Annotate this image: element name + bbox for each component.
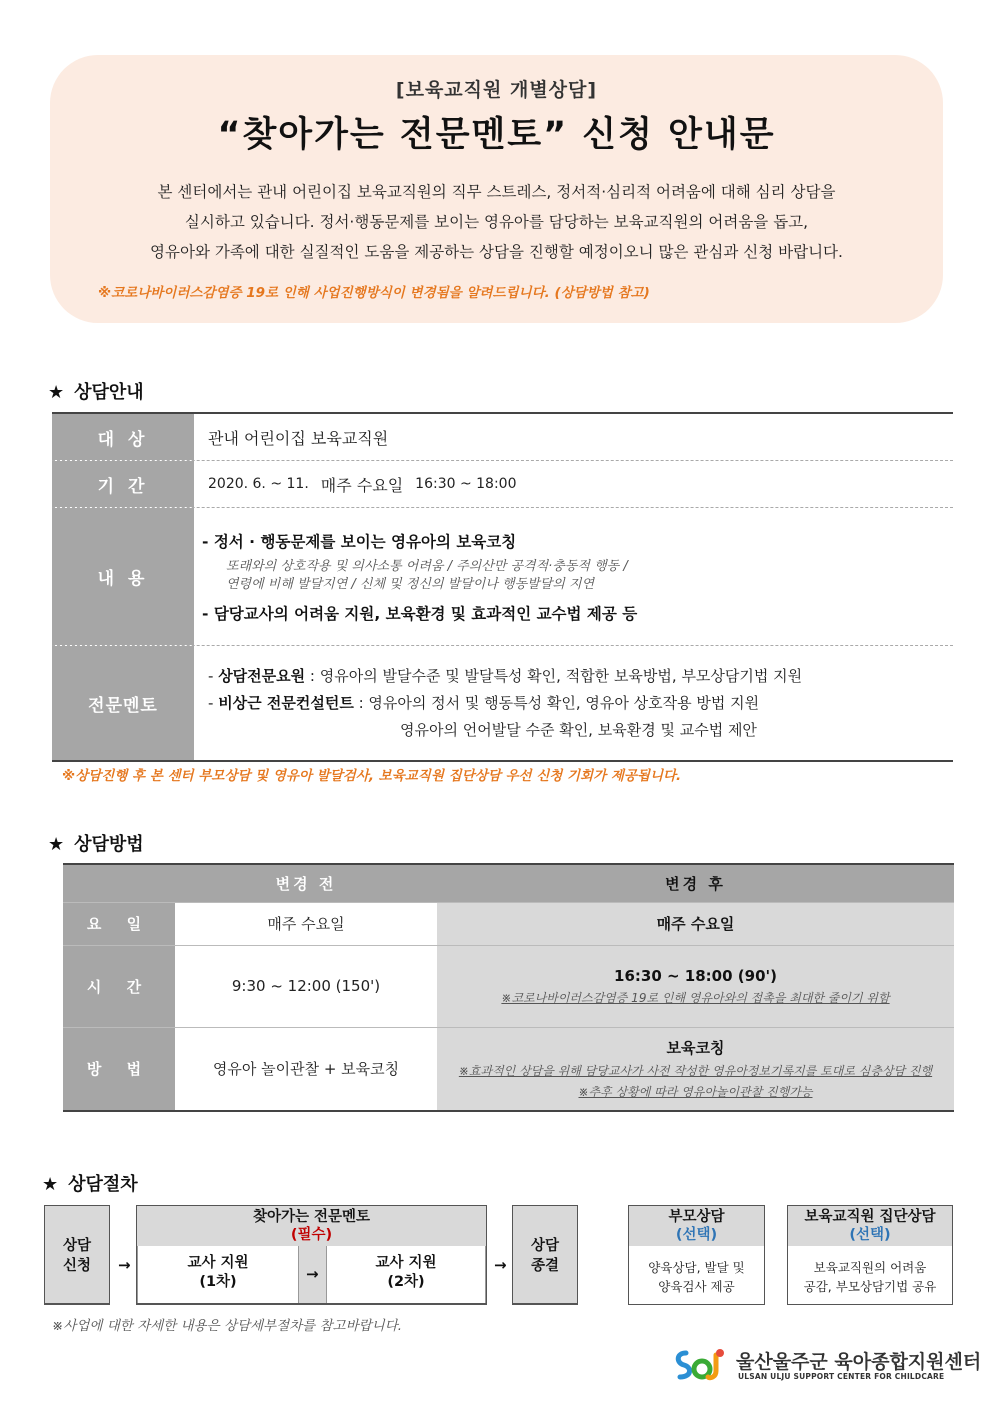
intro-line: 실시하고 있습니다. 정서·행동문제를 보이는 영유아를 담당하는 보육교직원의 어려움을 돕고, bbox=[184, 213, 809, 231]
content-item-1-sub-1: 또래와의 상호작용 및 의사소통 어려움 / 주의산만 공격적·충동적 행동 / bbox=[226, 558, 628, 574]
page-title: “찾아가는 전문멘토” 신청 안내문 bbox=[217, 115, 776, 155]
way-label: 방 법 bbox=[63, 1027, 175, 1111]
covid-notice: ※코로나바이러스감염증 19로 인해 사업진행방식이 변경됨을 알려드립니다. (상담방법 참고) bbox=[98, 285, 650, 301]
mentor-2-title: 비상근 전문컨설턴트 bbox=[218, 693, 354, 712]
group-desc-2: 공감, 부모상담기법 공유 bbox=[803, 1279, 937, 1294]
parent-desc bbox=[629, 1246, 764, 1304]
section-method-title bbox=[48, 830, 144, 856]
way-after bbox=[437, 1027, 954, 1111]
row-period bbox=[52, 461, 953, 508]
group-desc-1: 보육교직원의 어려움 bbox=[813, 1260, 927, 1275]
mentor-2-desc: : 영유아의 정서 및 행동특성 확인, 영유아 상호작용 방법 지원 bbox=[358, 693, 760, 712]
logo-mark-icon bbox=[672, 1345, 732, 1385]
content-value bbox=[194, 508, 953, 645]
target-text: 관내 어린이집 보육교직원 bbox=[208, 428, 389, 448]
content-item-2: - 담당교사의 어려움 지원, 보육환경 및 효과적인 교수법 제공 등 bbox=[202, 604, 638, 623]
mentor-label: 전문멘토 bbox=[52, 646, 194, 760]
guide-table bbox=[52, 412, 953, 762]
step-end: 상담 종결 bbox=[512, 1205, 578, 1305]
group-desc bbox=[788, 1246, 952, 1304]
period-day: 매주 수요일 bbox=[320, 475, 404, 495]
arrow-icon: → bbox=[306, 1265, 319, 1283]
parent-desc-2: 양육검사 제공 bbox=[658, 1279, 735, 1294]
way-after-value: 보육코칭 bbox=[666, 1039, 725, 1058]
time-after-value: 16:30 ~ 18:00 (90') bbox=[614, 966, 777, 985]
mentor-1-desc: : 영유아의 발달수준 및 발달특성 확인, 적합한 보육방법, 부모상담기법 지원 bbox=[309, 666, 803, 685]
procedure-note: ※사업에 대한 자세한 내용은 상담세부절차를 참고바랍니다. bbox=[52, 1318, 403, 1334]
way-after-note-1: ※효과적인 상담을 위해 담당교사가 사전 작성한 영유아정보기록지를 토대로 심층상담 진행 bbox=[458, 1064, 933, 1079]
section-guide-title bbox=[48, 378, 144, 404]
period-line bbox=[208, 473, 953, 496]
mentor-required: (필수) bbox=[290, 1227, 333, 1243]
group-title: 보육교직원 집단상담 bbox=[804, 1209, 936, 1225]
option-group bbox=[787, 1205, 953, 1305]
parent-head bbox=[629, 1206, 764, 1246]
way-after-note-2: ※추후 상황에 따라 영유아놀이관찰 진행가능 bbox=[578, 1085, 813, 1100]
content-label: 내 용 bbox=[52, 508, 194, 645]
step-visit-2 bbox=[326, 1246, 486, 1303]
section-procedure-title bbox=[42, 1170, 138, 1196]
time-label: 시 간 bbox=[63, 945, 175, 1027]
group-head bbox=[788, 1206, 952, 1246]
period-time: 16:30 ~ 18:00 bbox=[415, 476, 517, 492]
parent-title: 부모상담 bbox=[668, 1209, 725, 1225]
row-mentor bbox=[52, 646, 953, 760]
period-label: 기 간 bbox=[52, 461, 194, 507]
mentor-2: - 비상근 전문컨설턴트 : 영유아의 정서 및 행동특성 확인, 영유아 상호작용 방법 지원 bbox=[208, 693, 760, 712]
mentor-1: - 상담전문요원 : 영유아의 발달수준 및 발달특성 확인, 적합한 보육방법, 부모상담기법 지원 bbox=[208, 666, 803, 685]
star-icon: ★ bbox=[48, 382, 65, 403]
head-before: 변경 전 bbox=[175, 864, 437, 902]
time-before: 9:30 ~ 12:00 (150') bbox=[175, 945, 437, 1027]
intro-text bbox=[80, 177, 913, 267]
row-content bbox=[52, 508, 953, 646]
parent-desc-1: 양육상담, 발달 및 bbox=[648, 1260, 745, 1275]
target-label: 대 상 bbox=[52, 414, 194, 460]
visit-1-label: 교사 지원 bbox=[187, 1255, 249, 1271]
visit-1-order: (1차) bbox=[199, 1274, 237, 1290]
arrow-icon: → bbox=[118, 1256, 131, 1274]
banner-subtitle: [보육교직원 개별상담] bbox=[395, 79, 598, 101]
logo-name: 울산울주군 육아종합지원센터 bbox=[736, 1351, 982, 1373]
option-parent bbox=[628, 1205, 765, 1305]
time-after bbox=[437, 945, 954, 1027]
row-target bbox=[52, 414, 953, 461]
method-corner bbox=[63, 864, 175, 902]
method-row-way bbox=[63, 1027, 954, 1111]
period-value bbox=[194, 461, 953, 507]
method-table bbox=[63, 863, 954, 1112]
center-logo bbox=[672, 1345, 982, 1385]
section-method-label: 상담방법 bbox=[74, 834, 144, 855]
star-icon: ★ bbox=[48, 834, 65, 855]
method-header-row bbox=[63, 864, 954, 902]
day-after: 매주 수요일 bbox=[437, 902, 954, 945]
mentor-1-title: 상담전문요원 bbox=[218, 666, 306, 685]
star-icon: ★ bbox=[42, 1174, 59, 1195]
time-after-note: ※코로나바이러스감염증 19로 인해 영유아와의 접촉을 최대한 줄이기 위함 bbox=[501, 990, 890, 1005]
period-date: 2020. 6. ~ 11. bbox=[208, 476, 309, 492]
mentor-value bbox=[194, 646, 953, 760]
step-visit-1 bbox=[137, 1246, 299, 1303]
way-before: 영유아 놀이관찰 + 보육코칭 bbox=[175, 1027, 437, 1111]
target-value bbox=[194, 414, 953, 460]
intro-banner bbox=[50, 55, 943, 323]
parent-optional: (선택) bbox=[675, 1227, 718, 1243]
mentor-2-desc-2: 영유아의 언어발달 수준 확인, 보육환경 및 교수법 제안 bbox=[400, 720, 757, 739]
head-after: 변경 후 bbox=[437, 864, 954, 902]
arrow-icon: → bbox=[494, 1256, 507, 1274]
method-row-time bbox=[63, 945, 954, 1027]
mentor-title: 찾아가는 전문멘토 bbox=[252, 1209, 371, 1225]
section-procedure-label: 상담절차 bbox=[68, 1174, 138, 1195]
section-guide-label: 상담안내 bbox=[74, 382, 144, 403]
content-item-1-sub-2: 연령에 비해 발달지연 / 신체 및 정신의 발달이나 행동발달의 지연 bbox=[226, 576, 595, 592]
logo-english: ULSAN ULJU SUPPORT CENTER FOR CHILDCARE bbox=[738, 1372, 945, 1381]
step-apply: 상담 신청 bbox=[44, 1205, 110, 1305]
method-row-day bbox=[63, 902, 954, 945]
group-optional: (선택) bbox=[849, 1227, 891, 1243]
visit-2-order: (2차) bbox=[387, 1274, 425, 1290]
day-label: 요 일 bbox=[63, 902, 175, 945]
intro-line: 본 센터에서는 관내 어린이집 보육교직원의 직무 스트레스, 정서적·심리적 어려움에 대해 심리 상담을 bbox=[157, 183, 836, 201]
day-before: 매주 수요일 bbox=[175, 902, 437, 945]
intro-line: 영유아와 가족에 대한 실질적인 도움을 제공하는 상담을 진행할 예정이오니 많은 관심과 신청 바랍니다. bbox=[150, 243, 843, 261]
content-item-1: - 정서 · 행동문제를 보이는 영유아의 보육코칭 bbox=[202, 532, 517, 551]
guide-note: ※상담진행 후 본 센터 부모상담 및 영유아 발달검사, 보육교직원 집단상담 우선 신청 기회가 제공됩니다. bbox=[62, 768, 682, 784]
visit-2-label: 교사 지원 bbox=[375, 1255, 437, 1271]
